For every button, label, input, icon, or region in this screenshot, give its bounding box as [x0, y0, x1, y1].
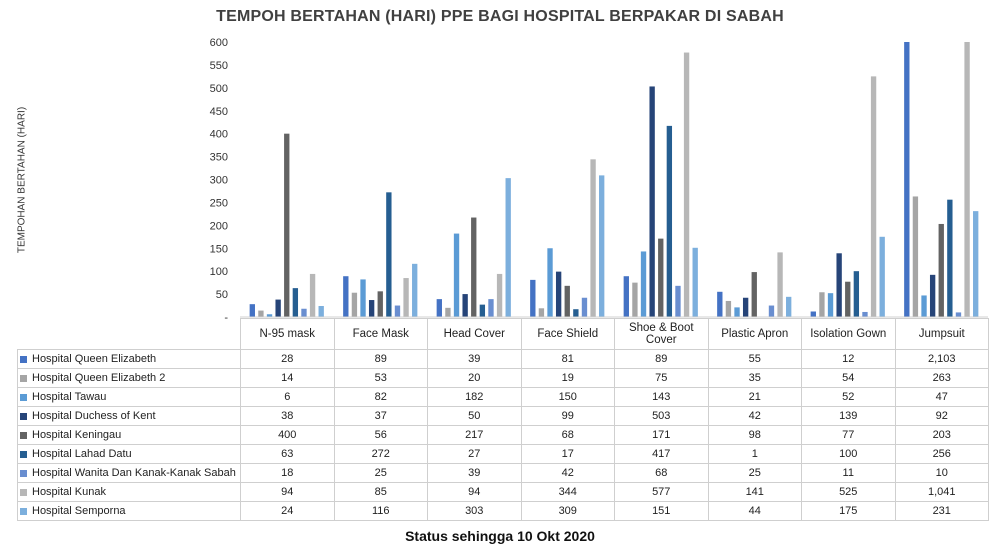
- series-legend-cell: [18, 350, 241, 369]
- bar: [488, 299, 493, 317]
- data-label: 577: [615, 483, 709, 502]
- series-name: Hospital Keningau: [32, 429, 122, 441]
- bar: [845, 282, 850, 317]
- data-label: 28: [241, 350, 335, 369]
- data-label: 38: [241, 407, 335, 426]
- bar: [836, 253, 841, 317]
- bar: [717, 292, 722, 317]
- data-label: 50: [428, 407, 522, 426]
- bar: [624, 276, 629, 317]
- legend-swatch: [20, 356, 27, 363]
- bar: [632, 283, 637, 317]
- bar: [658, 239, 663, 317]
- data-label: 42: [708, 407, 802, 426]
- bar: [412, 264, 417, 317]
- legend-swatch: [20, 508, 27, 515]
- series-name: Hospital Lahad Datu: [32, 448, 132, 460]
- y-tick-label: 250: [209, 197, 228, 210]
- bar: [973, 211, 978, 317]
- bar: [395, 306, 400, 317]
- table-row: [18, 445, 989, 464]
- bar: [506, 178, 511, 317]
- y-tick-label: 450: [209, 105, 228, 118]
- bar: [437, 299, 442, 317]
- category-label: Head Cover: [428, 319, 522, 350]
- category-label: Face Shield: [521, 319, 615, 350]
- status-note: Status sehingga 10 Okt 2020: [405, 528, 595, 544]
- data-label: 25: [334, 464, 428, 483]
- bar: [565, 286, 570, 317]
- bar: [301, 309, 306, 317]
- series-name: Hospital Queen Elizabeth 2: [32, 372, 166, 384]
- series-legend-cell: [18, 464, 241, 483]
- data-label: 21: [708, 388, 802, 407]
- bar: [743, 298, 748, 317]
- legend-swatch: [20, 375, 27, 382]
- bar: [786, 297, 791, 317]
- bar: [547, 248, 552, 317]
- data-label: 10: [895, 464, 989, 483]
- data-label: 344: [521, 483, 615, 502]
- y-tick-label: 350: [209, 151, 228, 164]
- y-tick-label: 50: [215, 289, 228, 302]
- bar: [667, 126, 672, 317]
- data-label: 400: [241, 426, 335, 445]
- series-name: Hospital Semporna: [32, 505, 126, 517]
- data-label: 309: [521, 502, 615, 521]
- series-name: Hospital Queen Elizabeth: [32, 353, 157, 365]
- data-label: 99: [521, 407, 615, 426]
- data-label: 82: [334, 388, 428, 407]
- y-tick-label: 550: [209, 59, 228, 72]
- bar: [828, 293, 833, 317]
- bar: [360, 279, 365, 317]
- bar: [649, 86, 654, 317]
- series-legend-cell: [18, 483, 241, 502]
- data-label: 89: [615, 350, 709, 369]
- bar: [769, 306, 774, 317]
- data-label: 14: [241, 369, 335, 388]
- data-label: 54: [802, 369, 896, 388]
- table-corner: [18, 319, 241, 350]
- bar: [734, 307, 739, 317]
- data-label: 1: [708, 445, 802, 464]
- data-label: 44: [708, 502, 802, 521]
- bar: [403, 278, 408, 317]
- data-label: 25: [708, 464, 802, 483]
- bar: [590, 159, 595, 317]
- bar: [862, 312, 867, 317]
- data-label: 175: [802, 502, 896, 521]
- data-label: 68: [615, 464, 709, 483]
- data-label: 39: [428, 350, 522, 369]
- data-label: 39: [428, 464, 522, 483]
- data-label: 53: [334, 369, 428, 388]
- bar: [854, 271, 859, 317]
- bar: [497, 274, 502, 317]
- bar: [573, 309, 578, 317]
- category-label: Jumpsuit: [895, 319, 989, 350]
- legend-swatch: [20, 470, 27, 477]
- data-label: 92: [895, 407, 989, 426]
- data-label: 525: [802, 483, 896, 502]
- table-row: [18, 407, 989, 426]
- bar: [811, 312, 816, 318]
- data-label: 143: [615, 388, 709, 407]
- table-row: [18, 464, 989, 483]
- legend-swatch: [20, 394, 27, 401]
- data-label: 231: [895, 502, 989, 521]
- bar: [378, 291, 383, 317]
- bar: [956, 312, 961, 317]
- bar: [250, 304, 255, 317]
- legend-swatch: [20, 489, 27, 496]
- bar: [480, 305, 485, 317]
- category-label: Face Mask: [334, 319, 428, 350]
- data-label: 75: [615, 369, 709, 388]
- data-label: 151: [615, 502, 709, 521]
- data-label: 94: [428, 483, 522, 502]
- y-tick-label: 200: [209, 220, 228, 233]
- bar: [819, 292, 824, 317]
- bar: [684, 53, 689, 317]
- bar: [599, 175, 604, 317]
- data-label: 100: [802, 445, 896, 464]
- chart-title: TEMPOH BERTAHAN (HARI) PPE BAGI HOSPITAL BERPAKAR DI SABAH: [216, 8, 784, 25]
- bar: [471, 218, 476, 317]
- bar: [582, 298, 587, 317]
- bar: [641, 251, 646, 317]
- data-label: 2,103: [895, 350, 989, 369]
- bar: [904, 42, 909, 317]
- bar: [871, 76, 876, 317]
- data-label: 52: [802, 388, 896, 407]
- data-label: 503: [615, 407, 709, 426]
- bar: [777, 252, 782, 317]
- data-label: 89: [334, 350, 428, 369]
- y-tick-label: 400: [209, 128, 228, 141]
- y-tick-label: 150: [209, 243, 228, 256]
- data-label: 217: [428, 426, 522, 445]
- bar: [947, 200, 952, 317]
- bar: [539, 308, 544, 317]
- series-legend-cell: [18, 445, 241, 464]
- bar: [964, 42, 969, 317]
- data-label: 272: [334, 445, 428, 464]
- bar: [675, 286, 680, 317]
- category-label: Shoe & Boot Cover: [615, 319, 709, 350]
- data-label: 68: [521, 426, 615, 445]
- legend-swatch: [20, 413, 27, 420]
- bar: [258, 311, 263, 317]
- data-label: 139: [802, 407, 896, 426]
- data-label: 1,041: [895, 483, 989, 502]
- data-label: 47: [895, 388, 989, 407]
- data-label: 19: [521, 369, 615, 388]
- table-header-row: [18, 319, 989, 350]
- data-label: 417: [615, 445, 709, 464]
- data-label: 6: [241, 388, 335, 407]
- series-legend-cell: [18, 388, 241, 407]
- series-name: Hospital Wanita Dan Kanak-Kanak Sabah: [32, 467, 236, 479]
- y-tick-label: 600: [209, 37, 228, 49]
- bar: [913, 196, 918, 317]
- data-label: 171: [615, 426, 709, 445]
- bar: [319, 306, 324, 317]
- bar: [752, 272, 757, 317]
- bar: [454, 234, 459, 317]
- data-label: 150: [521, 388, 615, 407]
- y-tick-label: 300: [209, 174, 228, 187]
- data-label: 42: [521, 464, 615, 483]
- bar: [693, 248, 698, 317]
- data-label: 24: [241, 502, 335, 521]
- series-legend-cell: [18, 407, 241, 426]
- data-label: 303: [428, 502, 522, 521]
- y-tick-label: -: [224, 312, 228, 320]
- bar: [921, 295, 926, 317]
- bar-series-group: [250, 42, 979, 317]
- series-name: Hospital Kunak: [32, 486, 106, 498]
- bar: [939, 224, 944, 317]
- data-table: [17, 318, 989, 521]
- bar: [275, 300, 280, 317]
- data-label: 263: [895, 369, 989, 388]
- bar: [343, 276, 348, 317]
- y-tick-label: 100: [209, 266, 228, 279]
- series-name: Hospital Tawau: [32, 391, 107, 403]
- legend-swatch: [20, 432, 27, 439]
- table-row: [18, 502, 989, 521]
- data-label: 63: [241, 445, 335, 464]
- data-label: 56: [334, 426, 428, 445]
- series-name: Hospital Duchess of Kent: [32, 410, 156, 422]
- bar: [930, 275, 935, 317]
- data-label: 85: [334, 483, 428, 502]
- data-label: 18: [241, 464, 335, 483]
- data-label: 256: [895, 445, 989, 464]
- series-legend-cell: [18, 502, 241, 521]
- bar: [445, 308, 450, 317]
- bar: [462, 294, 467, 317]
- data-label: 141: [708, 483, 802, 502]
- bar: [352, 293, 357, 317]
- data-label: 94: [241, 483, 335, 502]
- bar: [530, 280, 535, 317]
- data-label: 116: [334, 502, 428, 521]
- table-row: [18, 483, 989, 502]
- data-label: 12: [802, 350, 896, 369]
- table-row: [18, 388, 989, 407]
- bar: [310, 274, 315, 317]
- category-label: Plastic Apron: [708, 319, 802, 350]
- data-label: 17: [521, 445, 615, 464]
- bar: [386, 192, 391, 317]
- table-row: [18, 369, 989, 388]
- data-label: 35: [708, 369, 802, 388]
- bar: [556, 272, 561, 317]
- series-legend-cell: [18, 369, 241, 388]
- legend-swatch: [20, 451, 27, 458]
- data-label: 203: [895, 426, 989, 445]
- y-tick-label: 500: [209, 82, 228, 95]
- data-label: 77: [802, 426, 896, 445]
- data-label: 37: [334, 407, 428, 426]
- data-label: 20: [428, 369, 522, 388]
- y-axis-label-text: TEMPOHAN BERTAHAN (HARI): [16, 106, 28, 254]
- data-label: 98: [708, 426, 802, 445]
- data-label: 55: [708, 350, 802, 369]
- category-label: N-95 mask: [241, 319, 335, 350]
- bar: [880, 237, 885, 317]
- bar: [293, 288, 298, 317]
- data-label: 11: [802, 464, 896, 483]
- bar: [726, 301, 731, 317]
- bar: [284, 134, 289, 317]
- data-label: 182: [428, 388, 522, 407]
- table-row: [18, 350, 989, 369]
- data-label: 81: [521, 350, 615, 369]
- category-label: Isolation Gown: [802, 319, 896, 350]
- bar: [369, 300, 374, 317]
- y-axis-ticks: [210, 37, 229, 320]
- table-row: [18, 426, 989, 445]
- data-label: 27: [428, 445, 522, 464]
- series-legend-cell: [18, 426, 241, 445]
